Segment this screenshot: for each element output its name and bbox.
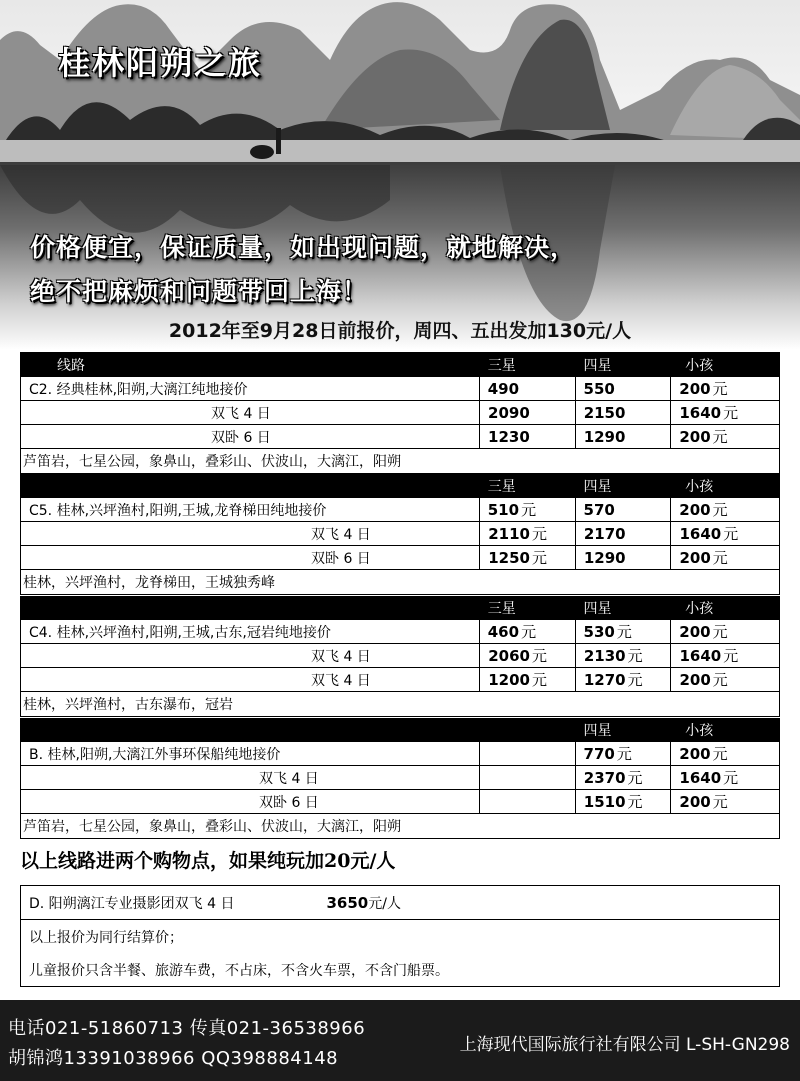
table-row bbox=[21, 377, 779, 401]
attractions-list: 芦笛岩，七星公园，象鼻山，叠彩山、伏波山，大漓江，阳朔 bbox=[23, 454, 401, 470]
price-unit: 元 bbox=[723, 769, 739, 787]
price-child: 200 bbox=[679, 427, 711, 446]
route-d-name: D. 阳朔漓江专业摄影团双飞 4 日 bbox=[29, 895, 235, 912]
route-table-c5 bbox=[20, 474, 780, 595]
price-unit: 元 bbox=[712, 380, 728, 398]
header-four-star: 四星 bbox=[583, 722, 612, 739]
price-unit: 元 bbox=[531, 525, 547, 543]
route-option: 双卧 6 日 bbox=[21, 790, 480, 813]
price-unit: 元 bbox=[616, 623, 632, 641]
slogan-line-2: 绝不把麻烦和问题带回上海！ bbox=[30, 277, 369, 306]
shopping-note: 以上线路进两个购物点，如果纯玩加20元/人 bbox=[20, 850, 396, 872]
table-row bbox=[21, 742, 779, 766]
price-unit: 元 bbox=[712, 623, 728, 641]
route-table-c2 bbox=[20, 352, 780, 474]
header-route bbox=[21, 718, 480, 741]
table-header bbox=[21, 718, 779, 742]
price-unit: 元 bbox=[616, 745, 632, 763]
price-four-star: 1270 bbox=[583, 670, 626, 689]
price-three-star: 510 bbox=[487, 500, 520, 519]
price-four-star: 2150 bbox=[583, 403, 626, 422]
price-unit: 元 bbox=[712, 428, 728, 446]
table-row bbox=[21, 620, 779, 644]
header-route bbox=[21, 474, 480, 497]
price-four-star: 1290 bbox=[583, 427, 626, 446]
header-route bbox=[21, 596, 480, 619]
route-option: 双卧 6 日 bbox=[21, 425, 480, 448]
table-row bbox=[21, 546, 779, 570]
table-row bbox=[21, 644, 779, 668]
route-d-price-value: 3650 bbox=[326, 893, 369, 912]
price-four-star: 1290 bbox=[583, 548, 626, 567]
price-four-star: 770 bbox=[583, 744, 615, 763]
table-row bbox=[21, 790, 779, 814]
header-three-star bbox=[480, 718, 576, 741]
route-table-b bbox=[20, 718, 780, 839]
route-table-c4 bbox=[20, 596, 780, 717]
price-child: 200 bbox=[679, 792, 711, 811]
contact-footer bbox=[0, 1000, 800, 1081]
table-row bbox=[21, 498, 779, 522]
phone-fax: 电话021-51860713 传真021-36538966 bbox=[8, 1018, 366, 1039]
price-unit: 元 bbox=[723, 647, 739, 665]
header-three-star: 三星 bbox=[487, 478, 516, 495]
price-four-star: 1510 bbox=[583, 792, 626, 811]
price-unit: 元 bbox=[531, 647, 547, 665]
table-header bbox=[21, 596, 779, 620]
settlement-note: 以上报价为同行结算价； bbox=[29, 930, 183, 946]
price-three-star: 2060 bbox=[488, 646, 530, 665]
price-three-star: 2090 bbox=[488, 403, 530, 422]
header-four-star: 四星 bbox=[583, 478, 612, 495]
price-unit: 元 bbox=[531, 671, 547, 689]
price-unit: 元 bbox=[712, 501, 728, 519]
header-route: 线路 bbox=[57, 357, 85, 374]
price-child: 200 bbox=[679, 500, 711, 519]
price-three-star: 2110 bbox=[488, 524, 530, 543]
price-unit: 元 bbox=[627, 793, 643, 811]
header-child: 小孩 bbox=[685, 478, 714, 495]
price-child: 200 bbox=[679, 744, 711, 763]
contact-person: 胡锦鸿13391038966 QQ398884148 bbox=[8, 1048, 339, 1069]
table-row bbox=[21, 766, 779, 790]
route-d-row bbox=[21, 886, 779, 920]
price-unit: 元 bbox=[712, 671, 728, 689]
route-option: 双卧 6 日 bbox=[21, 546, 480, 569]
price-child: 1640 bbox=[679, 768, 722, 787]
attractions-list: 桂林，兴坪渔村，古东瀑布，冠岩 bbox=[23, 697, 233, 713]
company-name: 上海现代国际旅行社有限公司 L-SH-GN298 bbox=[459, 1035, 790, 1055]
hero-banner bbox=[0, 0, 800, 350]
price-three-star: 1230 bbox=[488, 427, 530, 446]
price-four-star: 2130 bbox=[583, 646, 626, 665]
route-option: 双飞 4 日 bbox=[21, 668, 480, 691]
table-row bbox=[21, 522, 779, 546]
header-four-star: 四星 bbox=[583, 600, 612, 617]
table-row bbox=[21, 425, 779, 449]
price-unit: 元 bbox=[723, 525, 739, 543]
slogan-line-1: 价格便宜，保证质量，如出现问题，就地解决， bbox=[30, 233, 577, 262]
price-child: 1640 bbox=[679, 524, 722, 543]
header-three-star: 三星 bbox=[487, 357, 516, 374]
price-unit: 元 bbox=[712, 793, 728, 811]
header-child: 小孩 bbox=[685, 722, 714, 739]
table-row bbox=[21, 668, 779, 692]
price-unit: 元 bbox=[531, 549, 547, 567]
route-name: C4. 桂林,兴坪渔村,阳朔,王城,古东,冠岩纯地接价 bbox=[21, 620, 480, 643]
price-four-star: 2370 bbox=[583, 768, 626, 787]
price-child: 1640 bbox=[679, 646, 722, 665]
price-unit: 元 bbox=[712, 745, 728, 763]
attractions-list: 芦笛岩，七星公园，象鼻山，叠彩山、伏波山，大漓江，阳朔 bbox=[23, 819, 401, 835]
table-header bbox=[21, 474, 779, 498]
route-option: 双飞 4 日 bbox=[21, 401, 480, 424]
price-child: 1640 bbox=[679, 403, 722, 422]
price-three-star: 490 bbox=[487, 379, 520, 398]
price-validity-note: 2012年至9月28日前报价，周四、五出发加130元/人 bbox=[168, 320, 632, 342]
child-price-note: 儿童报价只含半餐、旅游车费，不占床，不含火车票，不含门船票。 bbox=[29, 963, 449, 979]
price-three-star: 1200 bbox=[488, 670, 530, 689]
price-four-star: 530 bbox=[583, 622, 615, 641]
route-name: B. 桂林,阳朔,大漓江外事环保船纯地接价 bbox=[21, 742, 480, 765]
price-four-star: 570 bbox=[583, 500, 615, 519]
price-three-star: 460 bbox=[487, 622, 520, 641]
route-option: 双飞 4 日 bbox=[21, 766, 480, 789]
price-unit: 元 bbox=[712, 549, 728, 567]
price-unit: 元 bbox=[521, 501, 537, 519]
price-child: 200 bbox=[679, 622, 711, 641]
header-four-star: 四星 bbox=[583, 357, 612, 374]
price-unit: 元 bbox=[627, 647, 643, 665]
price-child: 200 bbox=[679, 548, 711, 567]
price-unit: 元 bbox=[723, 404, 739, 422]
price-four-star: 2170 bbox=[583, 524, 626, 543]
route-d-box bbox=[20, 885, 780, 987]
price-three-star: 1250 bbox=[488, 548, 530, 567]
route-d-price bbox=[327, 893, 401, 913]
route-d-price-unit: 元/人 bbox=[368, 895, 401, 912]
price-four-star: 550 bbox=[583, 379, 615, 398]
header-child: 小孩 bbox=[685, 600, 714, 617]
table-header bbox=[21, 353, 779, 377]
route-name: C2. 经典桂林,阳朔,大漓江纯地接价 bbox=[21, 377, 480, 400]
price-child: 200 bbox=[679, 379, 711, 398]
route-option: 双飞 4 日 bbox=[21, 522, 480, 545]
page-title: 桂林阳朔之旅 bbox=[58, 44, 263, 82]
price-unit: 元 bbox=[521, 623, 537, 641]
attractions-list: 桂林，兴坪渔村，龙脊梯田，王城独秀峰 bbox=[23, 575, 275, 591]
price-unit: 元 bbox=[627, 671, 643, 689]
table-row bbox=[21, 401, 779, 425]
price-child: 200 bbox=[679, 670, 711, 689]
route-option: 双飞 4 日 bbox=[21, 644, 480, 667]
route-name: C5. 桂林,兴坪渔村,阳朔,王城,龙脊梯田纯地接价 bbox=[21, 498, 480, 521]
header-three-star: 三星 bbox=[487, 600, 516, 617]
header-child: 小孩 bbox=[685, 357, 714, 374]
price-unit: 元 bbox=[627, 769, 643, 787]
